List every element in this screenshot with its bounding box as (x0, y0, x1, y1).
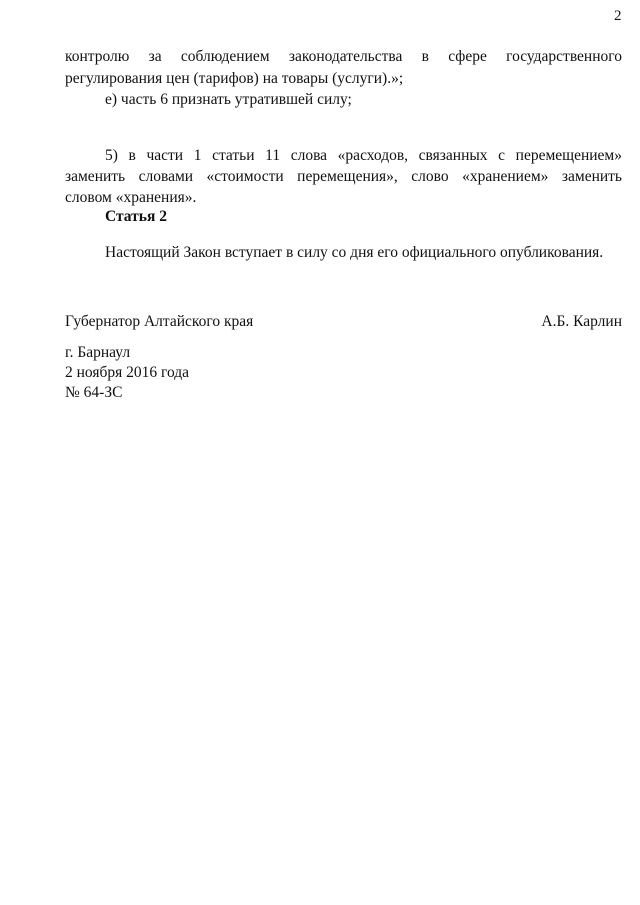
paragraph-line: контролю за соблюдением законодательства в сфере государственного (65, 48, 622, 65)
article-heading: Статья 2 (105, 208, 167, 225)
paragraph-item-e: е) часть 6 признать утратившей силу; (105, 91, 352, 108)
paragraph-line: 5) в части 1 статьи 11 слова «расходов, связанных с перемещением» (105, 147, 622, 164)
signature-position: Губернатор Алтайского края (65, 313, 254, 330)
footer-city: г. Барнаул (65, 344, 131, 361)
signature-name: А.Б. Карлин (541, 313, 622, 330)
footer-number: № 64-ЗС (65, 384, 123, 401)
article-text: Настоящий Закон вступает в силу со дня его официального опубликования. (105, 244, 604, 261)
footer-date: 2 ноября 2016 года (65, 364, 190, 381)
paragraph-line: словом «хранения». (65, 189, 197, 206)
paragraph-line: заменить словами «стоимости перемещения», слово «хранением» заменить (65, 168, 622, 185)
paragraph-line: регулирования цен (тарифов) на товары (услуги).»; (65, 70, 404, 87)
page-number: 2 (614, 8, 622, 24)
